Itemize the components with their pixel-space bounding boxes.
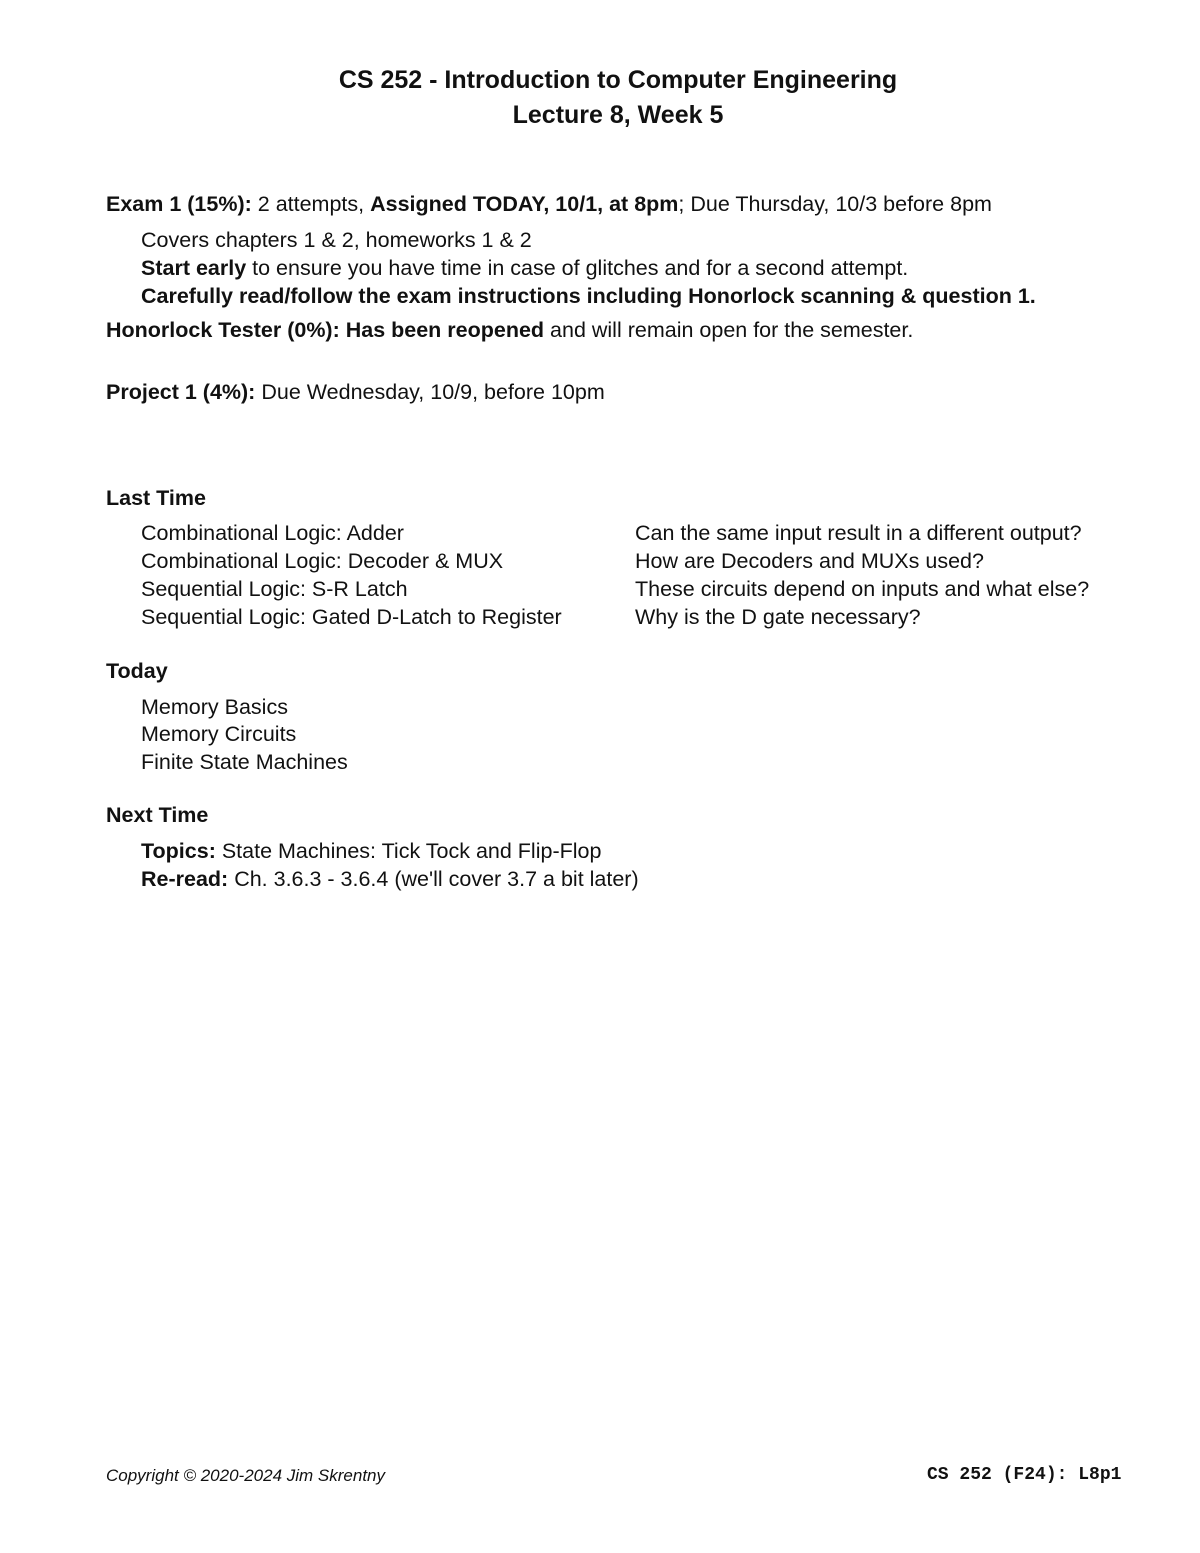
- exam-label: Exam 1 (15%):: [106, 192, 252, 216]
- project-label: Project 1 (4%):: [106, 380, 256, 404]
- topics-label: Topics:: [141, 839, 216, 863]
- project-text: Due Wednesday, 10/9, before 10pm: [255, 380, 605, 404]
- next-time-topics: [141, 839, 601, 864]
- start-early-label: Start early: [141, 256, 247, 280]
- reread-text: Ch. 3.6.3 - 3.6.4 (we'll cover 3.7 a bit later): [228, 867, 639, 891]
- today-item: Memory Basics: [141, 695, 288, 719]
- last-time-heading: Last Time: [106, 486, 206, 510]
- exam-instructions: Carefully read/follow the exam instructions including Honorlock scanning & question 1.: [141, 284, 1036, 308]
- next-time-heading: Next Time: [106, 803, 209, 827]
- last-time-question: Why is the D gate necessary?: [635, 605, 921, 629]
- last-time-topic: Combinational Logic: Adder: [141, 521, 404, 545]
- honorlock-announcement: [106, 318, 913, 343]
- today-item: Finite State Machines: [141, 750, 348, 774]
- honorlock-text: and will remain open for the semester.: [544, 318, 914, 342]
- last-time-question: These circuits depend on inputs and what else?: [635, 577, 1090, 601]
- copyright-notice: Copyright © 2020-2024 Jim Skrentny: [106, 1466, 385, 1485]
- next-time-reread: [141, 867, 639, 892]
- today-item: Memory Circuits: [141, 722, 297, 746]
- project-announcement: [106, 380, 605, 405]
- reread-label: Re-read:: [141, 867, 229, 891]
- page-title: CS 252 - Introduction to Computer Engineering: [338, 66, 898, 94]
- exam-text-1: 2 attempts,: [251, 192, 371, 216]
- page-identifier: CS 252 (F24): L8p1: [927, 1465, 1122, 1485]
- exam-assigned: Assigned TODAY, 10/1, at 8pm: [370, 192, 679, 216]
- last-time-topic: Combinational Logic: Decoder & MUX: [141, 549, 504, 573]
- last-time-topic: Sequential Logic: Gated D-Latch to Register: [141, 605, 562, 629]
- start-early-text: to ensure you have time in case of glitches and for a second attempt.: [246, 256, 909, 280]
- honorlock-label: Honorlock Tester (0%): Has been reopened: [106, 318, 545, 342]
- last-time-question: Can the same input result in a different output?: [635, 521, 1082, 545]
- page-subtitle: Lecture 8, Week 5: [512, 101, 724, 129]
- last-time-topic: Sequential Logic: S-R Latch: [141, 577, 408, 601]
- exam-text-2: ; Due Thursday, 10/3 before 8pm: [678, 192, 992, 216]
- exam-covers: Covers chapters 1 & 2, homeworks 1 & 2: [141, 228, 532, 252]
- exam-announcement: [106, 192, 992, 217]
- last-time-question: How are Decoders and MUXs used?: [635, 549, 984, 573]
- topics-text: State Machines: Tick Tock and Flip-Flop: [215, 839, 602, 863]
- exam-start-early: [141, 256, 908, 281]
- today-heading: Today: [106, 659, 168, 683]
